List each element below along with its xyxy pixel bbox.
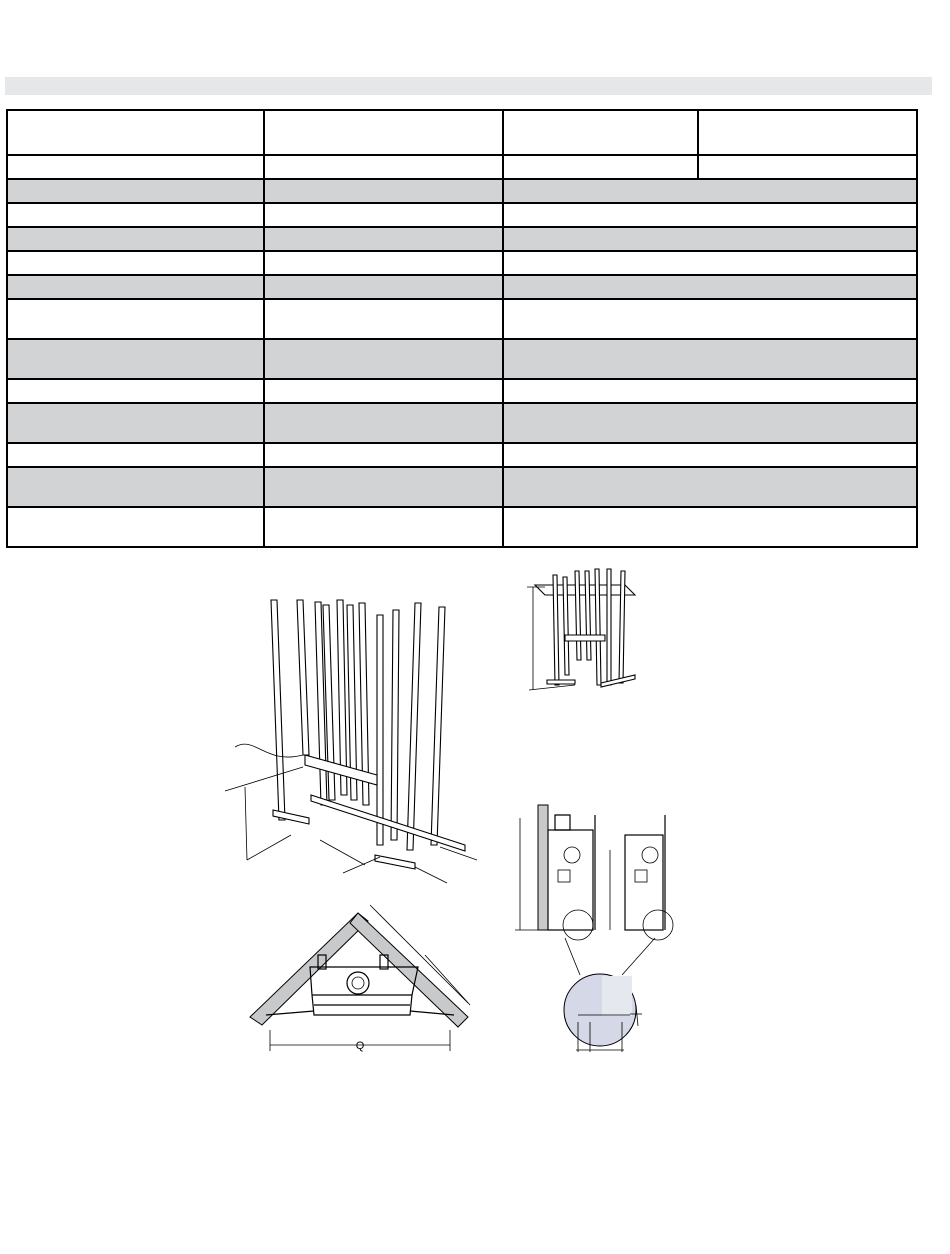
table-cell [503,251,917,275]
table-row [7,299,917,339]
table-cell [7,379,264,403]
table-row [7,179,917,203]
table-cell [503,443,917,467]
table-cell [503,110,698,155]
table-row [7,379,917,403]
table-cell [503,299,917,339]
table-cell [503,179,917,203]
table-row [7,203,917,227]
table-cell [264,403,503,443]
table-row [7,403,917,443]
table-cell [7,110,264,155]
table-cell [264,251,503,275]
table-row [7,275,917,299]
framing-detail-figure [515,565,645,695]
table-cell [503,155,698,179]
table-cell [264,507,503,547]
table-cell [264,110,503,155]
table-cell [698,155,917,179]
table-cell [7,251,264,275]
table-cell [7,299,264,339]
table-row [7,227,917,251]
table-cell [264,275,503,299]
dimension-label-q: Q [355,1040,365,1052]
elevation-left [515,805,595,940]
table-cell [7,155,264,179]
table-row [7,443,917,467]
table-cell [503,227,917,251]
table-row [7,155,917,179]
section-title-bar [5,77,932,95]
table-row [7,467,917,507]
table-row [7,110,917,155]
table-row [7,507,917,547]
specification-table-body [7,110,917,547]
table-cell [7,227,264,251]
table-cell [7,403,264,443]
table-cell [264,443,503,467]
table-cell [503,467,917,507]
table-cell [7,179,264,203]
table-cell [503,203,917,227]
table-row [7,251,917,275]
table-cell [503,379,917,403]
table-cell [264,467,503,507]
elevation-right [610,815,673,940]
table-cell [503,507,917,547]
table-row [7,339,917,379]
table-cell [7,275,264,299]
table-cell [264,227,503,251]
table-cell [503,403,917,443]
table-cell [7,443,264,467]
table-cell [7,467,264,507]
table-cell [7,203,264,227]
table-cell [698,110,917,155]
side-elevation-figure [510,800,690,1050]
wall-framing-figure [225,595,485,885]
table-cell [264,299,503,339]
table-cell [503,275,917,299]
specification-table [6,109,918,548]
table-cell [264,179,503,203]
table-cell [7,339,264,379]
table-cell [503,339,917,379]
table-cell [264,379,503,403]
table-cell [264,155,503,179]
table-cell [264,339,503,379]
table-cell [7,507,264,547]
corner-installation-figure [240,905,480,1055]
detail-circle [564,938,655,1052]
table-cell [264,203,503,227]
